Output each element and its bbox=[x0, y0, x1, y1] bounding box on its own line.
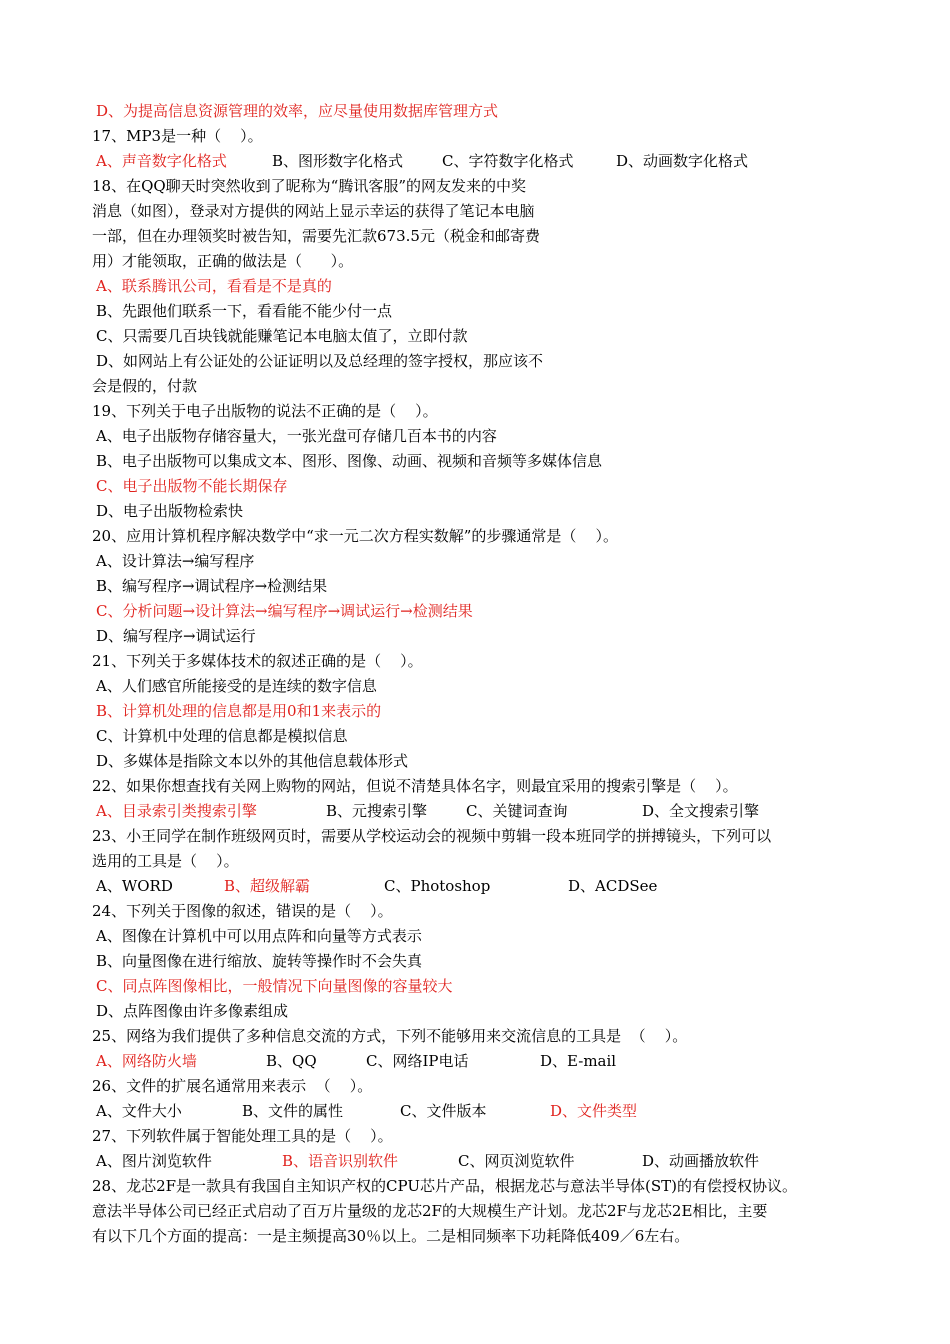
q26-option-d: D、文件类型 bbox=[550, 1102, 638, 1120]
q25-option-b: B、QQ bbox=[266, 1052, 317, 1070]
q18-option-a: A、联系腾讯公司，看看是不是真的 bbox=[96, 277, 332, 295]
q27-option-a: A、图片浏览软件 bbox=[96, 1152, 212, 1170]
q18-option-d-line2: 会是假的，付款 bbox=[92, 377, 198, 395]
q18-option-b: B、先跟他们联系一下，看看能不能少付一点 bbox=[96, 302, 393, 320]
q23-option-c: C、Photoshop bbox=[384, 877, 491, 895]
q18-stem-line3: 一部，但在办理领奖时被告知，需要先汇款673.5元（税金和邮寄费 bbox=[92, 227, 540, 245]
q25-option-d: D、E-mail bbox=[540, 1052, 617, 1070]
q24-stem: 24、下列关于图像的叙述，错误的是（ ）。 bbox=[92, 902, 393, 920]
q24-option-b: B、向量图像在进行缩放、旋转等操作时不会失真 bbox=[96, 952, 423, 970]
q26-option-a: A、文件大小 bbox=[96, 1102, 182, 1120]
q21-option-b: B、计算机处理的信息都是用0和1来表示的 bbox=[96, 702, 382, 720]
q17-option-d: D、动画数字化格式 bbox=[616, 152, 749, 170]
q28-stem-line2: 意法半导体公司已经正式启动了百万片量级的龙芯2F的大规模生产计划。龙芯2F与龙芯2E相比，主要 bbox=[92, 1202, 768, 1220]
q22-stem: 22、如果你想查找有关网上购物的网站，但说不清楚具体名字，则最宜采用的搜索引擎是（ ）。 bbox=[92, 777, 738, 795]
q20-option-b: B、编写程序→调试程序→检测结果 bbox=[96, 577, 328, 595]
q26-option-c: C、文件版本 bbox=[400, 1102, 487, 1120]
q26-stem: 26、文件的扩展名通常用来表示 （ ）。 bbox=[92, 1077, 373, 1095]
q18-option-d-line1: D、如网站上有公证处的公证证明以及总经理的签字授权，那应该不 bbox=[96, 352, 544, 370]
q24-option-d: D、点阵图像由许多像素组成 bbox=[96, 1002, 289, 1020]
q20-option-a: A、设计算法→编写程序 bbox=[96, 552, 255, 570]
q22-option-c: C、关键词查询 bbox=[466, 802, 568, 820]
q27-option-b: B、语音识别软件 bbox=[282, 1152, 399, 1170]
q21-option-c: C、计算机中处理的信息都是模拟信息 bbox=[96, 727, 348, 745]
q18-stem-line2: 消息（如图），登录对方提供的网站上显示幸运的获得了笔记本电脑 bbox=[92, 202, 535, 220]
q27-options bbox=[96, 1151, 796, 1171]
q18-stem-line4: 用）才能领取，正确的做法是（ ）。 bbox=[92, 252, 354, 270]
q22-option-b: B、元搜索引擎 bbox=[326, 802, 428, 820]
q20-option-c: C、分析问题→设计算法→编写程序→调试运行→检测结果 bbox=[96, 602, 473, 620]
q23-option-a: A、WORD bbox=[96, 877, 173, 895]
q25-option-a: A、网络防火墙 bbox=[96, 1052, 197, 1070]
q19-option-c: C、电子出版物不能长期保存 bbox=[96, 477, 288, 495]
q20-option-d: D、编写程序→调试运行 bbox=[96, 627, 256, 645]
q23-option-d: D、ACDSee bbox=[568, 877, 658, 895]
q19-option-b: B、电子出版物可以集成文本、图形、图像、动画、视频和音频等多媒体信息 bbox=[96, 452, 603, 470]
q27-option-c: C、网页浏览软件 bbox=[458, 1152, 575, 1170]
q19-stem: 19、下列关于电子出版物的说法不正确的是（ ）。 bbox=[92, 402, 438, 420]
q26-option-b: B、文件的属性 bbox=[242, 1102, 344, 1120]
q17-option-c: C、字符数字化格式 bbox=[442, 152, 574, 170]
q28-stem-line3: 有以下几个方面的提高：一是主频提高30％以上。二是相同频率下功耗降低409／6左右。 bbox=[92, 1227, 690, 1245]
q16-option-d: D、为提高信息资源管理的效率，应尽量使用数据库管理方式 bbox=[96, 102, 499, 120]
q25-options bbox=[96, 1051, 796, 1071]
q17-option-a: A、声音数字化格式 bbox=[96, 152, 227, 170]
q17-options bbox=[96, 151, 796, 171]
q27-option-d: D、动画播放软件 bbox=[642, 1152, 760, 1170]
q17-option-b: B、图形数字化格式 bbox=[272, 152, 404, 170]
q18-option-c: C、只需要几百块钱就能赚笔记本电脑太值了，立即付款 bbox=[96, 327, 468, 345]
q19-option-a: A、电子出版物存储容量大，一张光盘可存储几百本书的内容 bbox=[96, 427, 497, 445]
q25-option-c: C、网络IP电话 bbox=[366, 1052, 469, 1070]
q19-option-d: D、电子出版物检索快 bbox=[96, 502, 244, 520]
q22-option-a: A、目录索引类搜索引擎 bbox=[96, 802, 257, 820]
q22-option-d: D、全文搜索引擎 bbox=[642, 802, 760, 820]
q21-option-d: D、多媒体是指除文本以外的其他信息载体形式 bbox=[96, 752, 409, 770]
q20-stem: 20、应用计算机程序解决数学中“求一元二次方程实数解”的步骤通常是（ ）。 bbox=[92, 527, 618, 545]
q24-option-a: A、图像在计算机中可以用点阵和向量等方式表示 bbox=[96, 927, 422, 945]
q21-option-a: A、人们感官所能接受的是连续的数字信息 bbox=[96, 677, 377, 695]
q21-stem: 21、下列关于多媒体技术的叙述正确的是（ ）。 bbox=[92, 652, 423, 670]
q23-option-b: B、超级解霸 bbox=[224, 877, 311, 895]
q18-stem-line1: 18、在QQ聊天时突然收到了昵称为“腾讯客服”的网友发来的中奖 bbox=[92, 177, 527, 195]
q23-options bbox=[96, 876, 796, 896]
q28-stem-line1: 28、龙芯2F是一款具有我国自主知识产权的CPU芯片产品，根据龙芯与意法半导体(ST)的有偿授权协议。 bbox=[92, 1177, 797, 1195]
q26-options bbox=[96, 1101, 796, 1121]
q17-stem: 17、MP3是一种（ ）。 bbox=[92, 127, 263, 145]
q24-option-c: C、同点阵图像相比，一般情况下向量图像的容量较大 bbox=[96, 977, 453, 995]
q23-stem-line1: 23、小王同学在制作班级网页时，需要从学校运动会的视频中剪辑一段本班同学的拼搏镜头，下列可以 bbox=[92, 827, 772, 845]
q27-stem: 27、下列软件属于智能处理工具的是（ ）。 bbox=[92, 1127, 393, 1145]
q22-options bbox=[96, 801, 796, 821]
q23-stem-line2: 选用的工具是（ ）。 bbox=[92, 852, 239, 870]
q25-stem: 25、网络为我们提供了多种信息交流的方式，下列不能够用来交流信息的工具是 （ ）。 bbox=[92, 1027, 688, 1045]
